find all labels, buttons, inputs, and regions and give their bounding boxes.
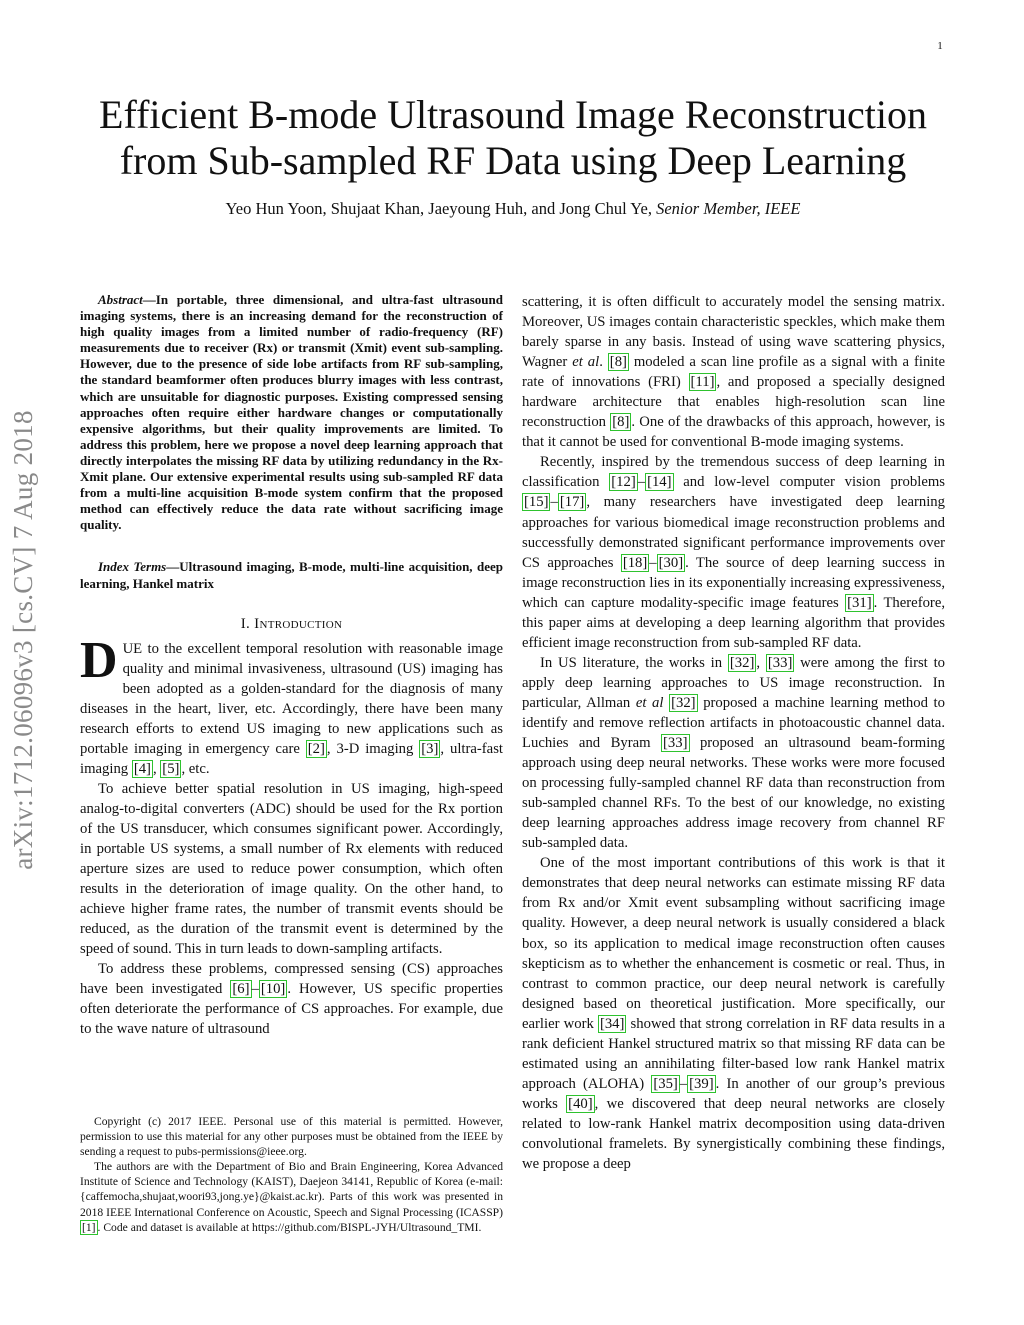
index-terms xyxy=(80,559,503,591)
title-line-1: Efficient B-mode Ultrasound Image Reconstruction xyxy=(99,92,927,137)
text-run: – xyxy=(679,1075,688,1092)
citation-link[interactable]: [33] xyxy=(663,735,688,752)
et-al-italic: et al xyxy=(635,694,664,711)
text-run: . Code and dataset is available at https://github.com/BISPL-JYH/Ultrasound_TMI. xyxy=(97,1220,482,1234)
paper-title xyxy=(80,92,946,184)
text-run: One of the most important contributions of this work is that it demonstrates that deep neural networks can estimate missing RF data from Rx and/or Xmit event subsampling without sacrificing image quality. However, a deep neural network is usually considered a black box, so its application to medical image reconstruction often causes skepticism as to whether the enhancement is cosmetic or real. Thus, in contrast to common practice, our deep neural network is carefully designed based on theoretical justification. More specifically, our earlier work xyxy=(522,855,945,1032)
intro-paragraph-5 xyxy=(522,452,945,652)
abstract xyxy=(80,292,503,533)
text-run: showed that strong correlation in RF data results in a rank deficient Hankel structured matrix so that missing RF data can be estimated using an annihilating filter-based low rank Hankel matrix approach (ALOHA) xyxy=(522,1015,946,1092)
citation-link[interactable]: [17] xyxy=(559,494,585,511)
index-terms-text: —Ultrasound imaging, B-mode, multi-line acquisition, deep learning, Hankel matrix xyxy=(80,559,503,591)
text-run: . However, US specific properties often deteriorate the performance of CS approaches. For example, due to the wave nature of ultrasound xyxy=(80,981,503,1038)
footnotes xyxy=(80,1114,503,1235)
text-run: modeled a scan line profile as a signal with a finite rate of innovations (FRI) xyxy=(522,354,945,391)
text-run: . One of the drawbacks of this approach, however, is that it cannot be used for conventional B-mode imaging systems. xyxy=(522,414,945,451)
page-number: 1 xyxy=(937,40,943,52)
text-run: scattering, it is often difficult to accurately model the sensing matrix. Moreover, US images contain characteristic speckles, which make them barely sparse in any basis. Instead of using wave scattering physics, Wagner xyxy=(522,294,945,371)
text-run: , many researchers have investigated deep learning approaches for various biomedical image reconstruction problems and successfully demonstrated significant performance improvements over CS approaches xyxy=(522,494,945,571)
text-run: , xyxy=(152,760,161,777)
text-run: – xyxy=(550,494,558,511)
text-run: To address these problems, compressed sensing (CS) approaches have been investigated xyxy=(80,961,503,998)
citation-link[interactable]: [31] xyxy=(847,594,872,611)
title-block xyxy=(80,92,946,219)
text-run: – xyxy=(637,474,646,491)
text-run: proposed an ultrasound beam-forming approach using deep neural networks. These works were more focused on processing fully-sampled channel RF data than reconstruction from sub-sampled channel RFs. To the best of our knowledge, no existing deep learning approaches address image recovery from channel RF sub-sampled data. xyxy=(522,735,945,852)
citation-link[interactable]: [34] xyxy=(599,1015,625,1032)
text-run: , 3-D imaging xyxy=(326,740,420,757)
text-run: . The source of deep learning success in image reconstruction lies in its exponentially increasing expressiveness, which can capture modality-specific image features xyxy=(522,554,945,611)
index-terms-label: Index Terms xyxy=(98,559,167,575)
citation-link[interactable]: [15] xyxy=(524,494,549,511)
citation-link[interactable]: [5] xyxy=(162,760,180,777)
section-title: Introduction xyxy=(254,615,343,632)
author-role: Senior Member, IEEE xyxy=(656,199,801,218)
text-run: The authors are with the Department of Bio and Brain Engineering, Korea Advanced Institute of Science and Technology (KAIST), Daejeon 34141, Republic of Korea (e-mail:{caffemocha,shujaat,woori93,jong.ye}@kaist.ac.kr). Parts of this work was presented in 2018 IEEE International Conference on Acoustic, Speech and Signal Processing (ICASSP) xyxy=(80,1160,503,1219)
text-run: , etc. xyxy=(181,760,210,777)
author-names: Yeo Hun Yoon, Shujaat Khan, Jaeyoung Huh, and Jong Chul Ye, xyxy=(225,199,657,218)
text-run: , xyxy=(756,654,766,671)
citation-link[interactable]: [3] xyxy=(421,740,439,757)
citation-link[interactable]: [33] xyxy=(767,654,793,671)
citation-link[interactable]: [4] xyxy=(133,760,151,777)
intro-paragraph-7 xyxy=(522,853,945,1174)
left-column xyxy=(80,292,503,1040)
text-run: Recently, inspired by the tremendous success of deep learning in classification xyxy=(522,454,945,491)
author-list xyxy=(80,199,946,219)
citation-link[interactable]: [40] xyxy=(568,1095,593,1112)
text-run: . Therefore, this paper aims at developing a deep learning algorithm that provides efficient image reconstruction from sub-sampled RF data. xyxy=(522,594,946,651)
citation-link[interactable]: [10] xyxy=(260,981,286,998)
text-run: . xyxy=(599,354,608,371)
text-run: , we discovered that deep neural networks are closely related to low-rank Hankel matrix decomposition using data-driven convolutional framelets. By synergistically combining these findings, we propose a deep xyxy=(522,1095,945,1173)
text-run: were among the first to apply deep learning approaches to US image reconstruction. In particular, Allman xyxy=(522,654,945,711)
intro-paragraph-2: To achieve better spatial resolution in US imaging, high-speed analog-to-digital converters (ADC) should be used for the Rx portion of the US transducer, which consumes significant power. Accordingly, in portable US systems, a small number of Rx elements with reduced aperture sizes are used to reduce power consumption, which often results in the deterioration of image quality. On the other hand, to achieve higher frame rates, the number of transmit events should be reduced, as the duration of the transmit event is determined by the speed of sound. This in turn leads to down-sampling artifacts. xyxy=(80,780,503,958)
text-run: , and proposed a specially designed hardware architecture that enables high-resolution scan line reconstruction xyxy=(522,374,945,431)
title-line-2: from Sub-sampled RF Data using Deep Learning xyxy=(119,138,907,183)
intro-paragraph-6 xyxy=(522,653,945,853)
abstract-label: Abstract xyxy=(98,292,143,307)
citation-link[interactable]: [32] xyxy=(671,694,696,711)
intro-paragraph-4 xyxy=(522,292,945,452)
copyright-notice: Copyright (c) 2017 IEEE. Personal use of this material is permitted. However, permission to use this material for any other purposes must be obtained from the IEEE by sending a request to pubs-permissions@ieee.org. xyxy=(80,1115,503,1159)
citation-link[interactable]: [8] xyxy=(609,354,627,371)
citation-link[interactable]: [6] xyxy=(232,981,250,998)
citation-link[interactable]: [1] xyxy=(82,1220,96,1234)
text-run: In US literature, the works in xyxy=(540,654,728,671)
citation-link[interactable]: [11] xyxy=(690,374,715,391)
text-run: and low-level computer vision problems xyxy=(673,474,945,491)
intro-paragraph-3 xyxy=(80,959,503,1039)
arxiv-identifier-stamp[interactable]: arXiv:1712.06096v3 [cs.CV] 7 Aug 2018 xyxy=(8,410,38,870)
citation-link[interactable]: [39] xyxy=(689,1075,714,1092)
text-run: , ultra-fast imaging xyxy=(80,740,503,777)
text-run: – xyxy=(251,981,259,998)
citation-link[interactable]: [30] xyxy=(658,554,684,571)
citation-link[interactable]: [8] xyxy=(612,414,630,431)
text-run: . In another of our group’s previous works xyxy=(522,1075,945,1112)
et-al-italic: et al xyxy=(572,354,600,371)
text-run: proposed a machine learning method to identify and remove reflection artifacts in photoacoustic channel data. Luchies and Byram xyxy=(522,694,945,752)
citation-link[interactable]: [18] xyxy=(622,554,648,571)
citation-link[interactable]: [12] xyxy=(611,474,636,491)
section-number: I. xyxy=(240,615,255,632)
author-affiliation-note xyxy=(80,1159,503,1234)
citation-link[interactable]: [32] xyxy=(729,654,755,671)
section-heading-introduction xyxy=(80,616,503,633)
citation-link[interactable]: [2] xyxy=(307,740,325,757)
abstract-text: —In portable, three dimensional, and ultra-fast ultrasound imaging systems, there is an increasing demand for the reconstruction of high quality images from a limited number of radio-frequency (RF) measurements due to receiver (Rx) or transmit (Xmit) event sub-sampling. However, due to the presence of side lobe artifacts from RF sub-sampling, the standard beamformer often produces blurry images with less contrast, which are unsuitable for diagnostic purposes. Existing compressed sensing approaches often require either hardware changes or computationally expensive algorithms, but their quality improvements are limited. To address this problem, here we propose a novel deep learning approach that directly interpolates the missing RF data by utilizing redundancy in the Rx-Xmit plane. Our extensive experimental results using sub-sampled RF data from a multi-line acquisition B-mode system confirm that the proposed method can effectively reduce the data rate without sacrificing image quality. xyxy=(80,292,503,533)
text-run: UE to the excellent temporal resolution with reasonable image quality and minimal invasiveness, ultrasound (US) imaging has been adopted as a golden-standard for the diagnosis of many diseases in the heart, liver, etc. Accordingly, there have been many research efforts to extend US imaging to new applications such as portable imaging in emergency care xyxy=(80,640,503,757)
right-column xyxy=(522,292,945,1174)
citation-link[interactable]: [35] xyxy=(653,1075,678,1092)
citation-link[interactable]: [14] xyxy=(647,474,672,491)
intro-paragraph-1 xyxy=(80,631,503,779)
text-run: – xyxy=(649,554,657,571)
drop-cap: D xyxy=(80,631,118,689)
